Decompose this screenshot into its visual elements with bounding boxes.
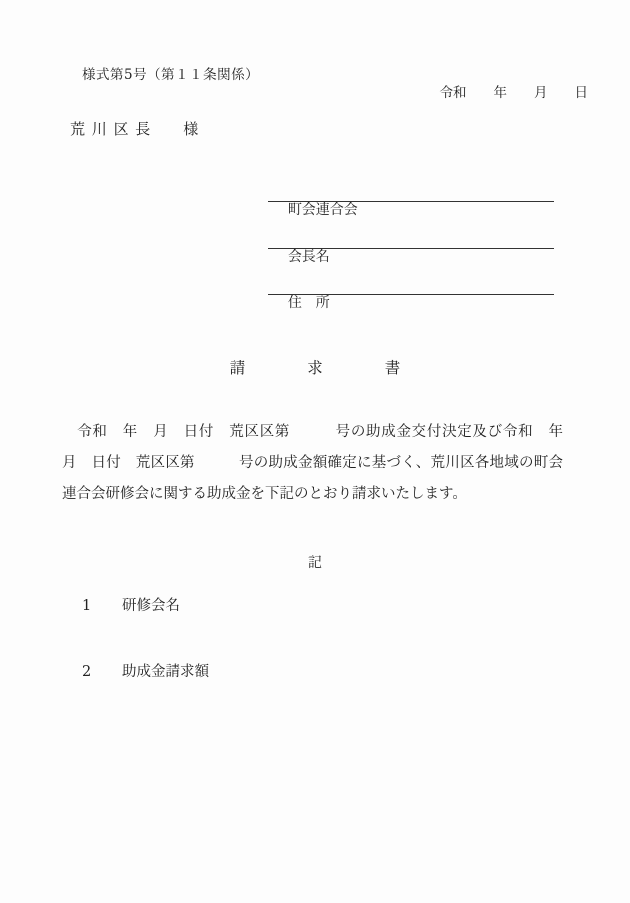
list-section-header: 記: [308, 555, 322, 571]
list-item-number: 2: [82, 664, 92, 680]
date-line: 令和 年 月 日: [439, 85, 588, 101]
addressee-label: 荒 川 区 長 様: [70, 120, 200, 138]
body-line-1: 令和 年 月 日付 荒区区第 号の助成金交付決定及び令和 年: [62, 424, 563, 440]
body-line-2: 月 日付 荒区区第 号の助成金額確定に基づく、荒川区各地域の町会: [62, 455, 563, 471]
document-title: 請 求 書: [229, 359, 401, 377]
list-item-label: 研修会名: [122, 598, 180, 614]
field-address-label: 住 所: [287, 295, 330, 311]
list-item-number: 1: [82, 598, 92, 614]
field-president-name-label: 会長名: [287, 249, 330, 265]
body-line-3: 連合会研修会に関する助成金を下記のとおり請求いたします。: [62, 486, 467, 502]
form-number-label: 様式第5号（第１１条関係）: [82, 67, 260, 83]
field-organization-label: 町会連合会: [287, 202, 358, 218]
body-paragraph: [62, 417, 563, 510]
list-item-training-name: [82, 594, 180, 615]
field-president-name-line: [268, 229, 554, 265]
list-item-claim-amount: [82, 660, 209, 681]
field-organization-line: [268, 182, 554, 218]
field-address-line: [268, 275, 554, 311]
list-item-label: 助成金請求額: [122, 664, 209, 680]
